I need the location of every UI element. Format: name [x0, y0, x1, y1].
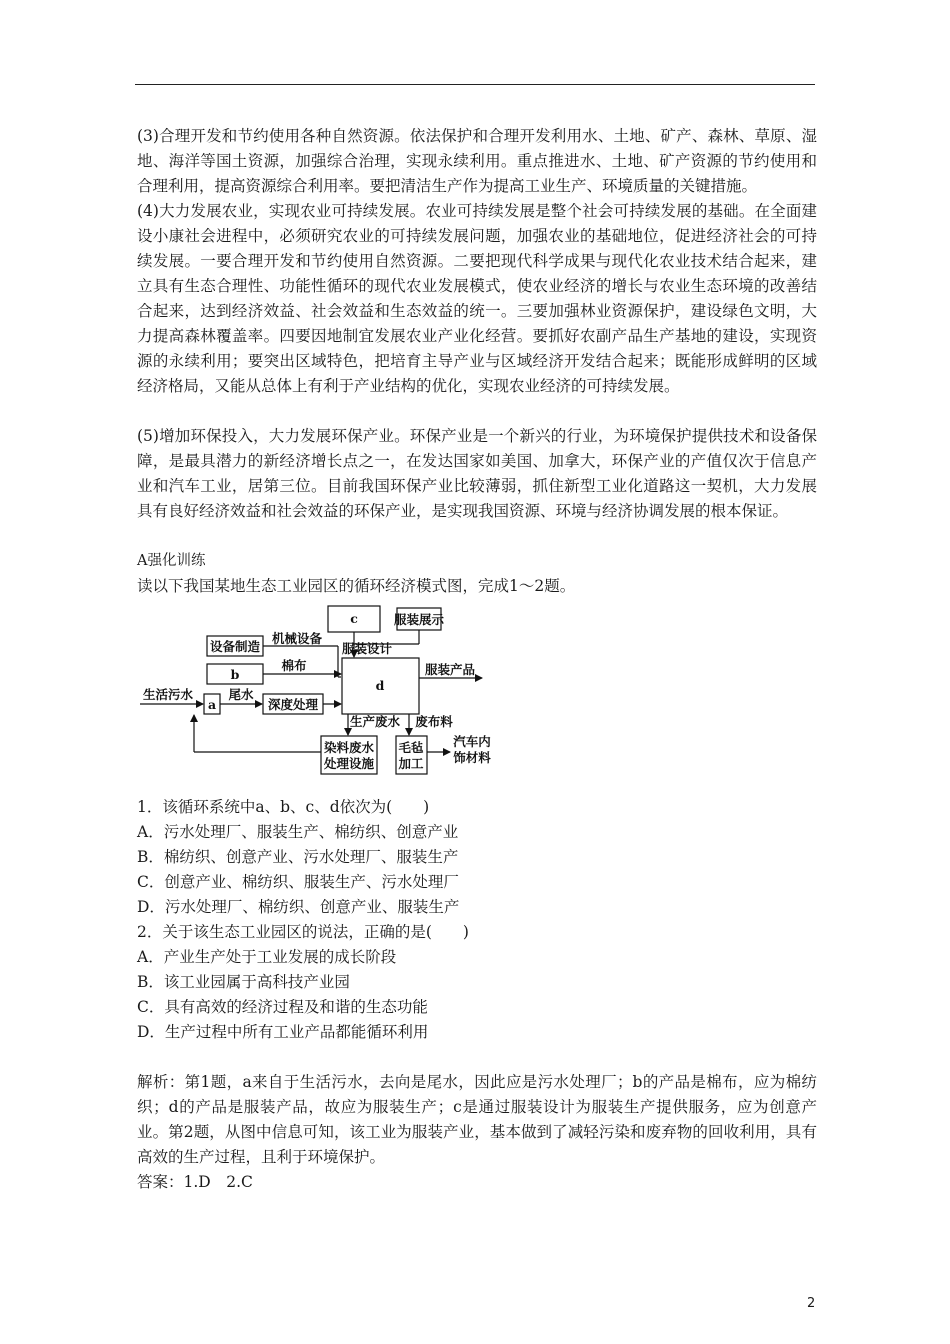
- question-2-option-d: D．生产过程中所有工业产品都能循环利用: [137, 1023, 429, 1041]
- label-shws: 生活污水: [142, 687, 194, 702]
- paragraph-4: (4)大力发展农业，实现农业可持续发展。农业可持续发展是整个社会可持续发展的基础。在全面建设小康社会进程中，必须研究农业的可持续发展问题，加强农业的基础地位，促进经济社会的可持续发展。一要合理开发和节约使用自然资源。二要把现代科学成果与现代化农业技术结合起来，建立具有生态合理性、功能性循环的现代农业发展模式，使农业经济的增长与农业生态环境的改善结合起来，达到经济效益、社会效益和生态效益的统一。三要加强林业资源保护，建设绿色文明，大力提高森林覆盖率。四要因地制宜发展农业产业化经营。要抓好农副产品生产基地的建设，实现资源的永续利用；要突出区域特色，把培育主导产业与区域经济开发结合起来；既能形成鲜明的区域经济格局，又能从总体上有利于产业结构的优化，实现农业经济的可持续发展。: [137, 202, 817, 395]
- label-fzzs: 服装展示: [393, 612, 445, 627]
- question-1-stem: 1．该循环系统中a、b、c、d依次为( ): [137, 798, 430, 816]
- label-b: b: [230, 667, 240, 682]
- question-1-option-b: B．棉纺织、创意产业、污水处理厂、服装生产: [137, 848, 459, 866]
- label-fzsj: 服装设计: [341, 641, 393, 656]
- question-2-option-a: A．产业生产处于工业发展的成长阶段: [137, 948, 397, 966]
- label-d: d: [375, 678, 385, 693]
- paragraph-3: (3)合理开发和节约使用各种自然资源。依法保护和合理开发利用水、土地、矿产、森林、草原、湿地、海洋等国土资源，加强综合治理，实现永续利用。重点推进水、土地、矿产资源的节约使用和合理利用，提高资源综合利用率。要把清洁生产作为提高工业生产、环境质量的关键措施。: [137, 127, 817, 195]
- label-mianbu: 棉布: [281, 658, 307, 673]
- label-rlfs-1: 染料废水: [323, 740, 375, 755]
- question-1-option-a: A．污水处理厂、服装生产、棉纺织、创意产业: [137, 823, 459, 841]
- answer-text: 答案：1.D 2.C: [137, 1173, 253, 1191]
- label-rlfs-2: 处理设施: [323, 756, 375, 771]
- question-2-option-c: C．具有高效的经济过程及和谐的生态功能: [137, 998, 428, 1016]
- question-1-option-d: D．污水处理厂、棉纺织、创意产业、服装生产: [137, 898, 460, 916]
- intro-text: 读以下我国某地生态工业园区的循环经济模式图，完成1～2题。: [137, 577, 576, 595]
- header-rule: [135, 84, 815, 85]
- paragraph-5: (5)增加环保投入，大力发展环保产业。环保产业是一个新兴的行业，为环境保护提供技术和设备保障，是最具潜力的新经济增长点之一，在发达国家如美国、加拿大，环保产业的产值仅次于信息产业和汽车工业，居第三位。目前我国环保产业比较薄弱，抓住新型工业化道路这一契机，大力发展具有良好经济效益和社会效益的环保产业，是实现我国资源、环境与经济协调发展的根本保证。: [137, 427, 817, 520]
- analysis-text: 解析：第1题，a来自于生活污水，去向是尾水，因此应是污水处理厂；b的产品是棉布，应为棉纺织；d的产品是服装产品，故应为服装生产；c是通过服装设计为服装生产提供服务，应为创意产业。第2题，从图中信息可知，该工业为服装产业，基本做到了减轻污染和废弃物的回收利用，具有高效的生产过程，且利于环境保护。: [137, 1073, 817, 1166]
- label-jxsb: 机械设备: [271, 631, 323, 646]
- label-fzcp: 服装产品: [424, 662, 476, 677]
- section-title: A强化训练: [137, 553, 206, 569]
- label-weishui: 尾水: [228, 687, 254, 702]
- label-a: a: [207, 697, 217, 712]
- question-1-option-c: C．创意产业、棉纺织、服装生产、污水处理厂: [137, 873, 459, 891]
- label-mz-2: 加工: [398, 756, 424, 771]
- question-2-stem: 2．关于该生态工业园区的说法，正确的是( ): [137, 923, 469, 941]
- label-mz-1: 毛毡: [398, 740, 424, 755]
- label-c: c: [350, 611, 358, 626]
- label-qcns-2: 饰材料: [453, 750, 491, 765]
- circular-economy-diagram: [138, 602, 498, 778]
- label-sbzz: 设备制造: [209, 639, 261, 654]
- question-2-option-b: B．该工业园属于高科技产业园: [137, 973, 350, 991]
- label-fbl: 废布料: [415, 714, 453, 729]
- label-qcns-1: 汽车内: [453, 734, 491, 749]
- label-sdcl: 深度处理: [267, 697, 319, 712]
- page-number: 2: [807, 1296, 816, 1311]
- label-scfs: 生产废水: [349, 714, 401, 729]
